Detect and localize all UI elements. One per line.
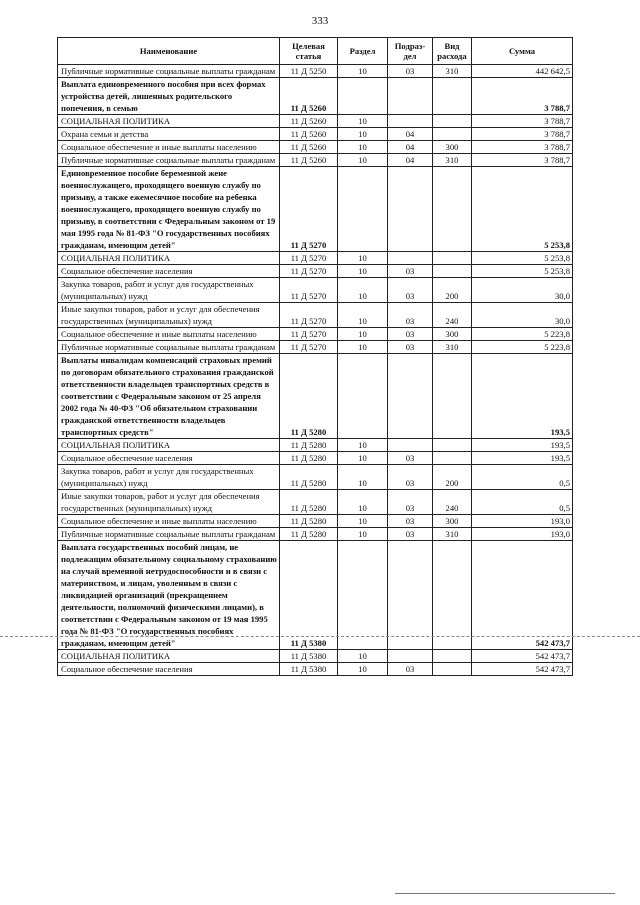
row-amount: 3 788,7 [472, 154, 573, 167]
row-expense-type [433, 78, 472, 115]
row-name: Публичные нормативные социальные выплаты гражданам [58, 65, 280, 78]
table-row [58, 515, 573, 528]
row-expense-type [433, 650, 472, 663]
row-section: 10 [338, 663, 388, 676]
row-subsection [388, 115, 433, 128]
row-expense-type [433, 128, 472, 141]
row-amount: 3 788,7 [472, 141, 573, 154]
row-subsection: 03 [388, 663, 433, 676]
table-row [58, 663, 573, 676]
row-name: СОЦИАЛЬНАЯ ПОЛИТИКА [58, 650, 280, 663]
row-name: Социальное обеспечение и иные выплаты населению [58, 328, 280, 341]
row-expense-type [433, 167, 472, 252]
row-subsection [388, 252, 433, 265]
row-amount: 193,0 [472, 515, 573, 528]
row-name: Выплата государственных пособий лицам, не подлежащим обязательному социальному страхованию на случай временной нетрудоспособности и в связи с материнством, и лицам, уволенным в связи с ликвидацией организаций (прекращением деятельности, полномочий физическими лицами), в соответствии с Федеральным законом от 19 мая 1995 года № 81-ФЗ "О государственных пособиях гражданам, имеющим детей" [58, 541, 280, 650]
row-subsection [388, 650, 433, 663]
row-name: Социальное обеспечение населения [58, 663, 280, 676]
row-subsection: 03 [388, 65, 433, 78]
table-row [58, 341, 573, 354]
row-article: 11 Д 5280 [280, 490, 338, 515]
row-section: 10 [338, 252, 388, 265]
row-name: СОЦИАЛЬНАЯ ПОЛИТИКА [58, 115, 280, 128]
row-amount: 0,5 [472, 465, 573, 490]
row-article: 11 Д 5280 [280, 354, 338, 439]
row-name: Охрана семьи и детства [58, 128, 280, 141]
row-subsection: 04 [388, 128, 433, 141]
row-expense-type: 300 [433, 141, 472, 154]
row-article: 11 Д 5280 [280, 528, 338, 541]
table-row [58, 650, 573, 663]
row-amount: 542 473,7 [472, 663, 573, 676]
row-expense-type [433, 252, 472, 265]
header-amount: Сумма [472, 38, 573, 65]
row-article: 11 Д 5270 [280, 167, 338, 252]
row-amount: 193,0 [472, 528, 573, 541]
row-name: Закупка товаров, работ и услуг для государственных (муниципальных) нужд [58, 278, 280, 303]
table-row [58, 252, 573, 265]
row-amount: 542 473,7 [472, 650, 573, 663]
row-amount: 5 253,8 [472, 252, 573, 265]
row-section: 10 [338, 303, 388, 328]
row-subsection: 03 [388, 341, 433, 354]
row-article: 11 Д 5380 [280, 663, 338, 676]
header-article: Целевая статья [280, 38, 338, 65]
row-name: Публичные нормативные социальные выплаты гражданам [58, 154, 280, 167]
row-section: 10 [338, 650, 388, 663]
table-row [58, 328, 573, 341]
row-article: 11 Д 5260 [280, 141, 338, 154]
row-name: Публичные нормативные социальные выплаты гражданам [58, 528, 280, 541]
row-amount: 5 253,8 [472, 167, 573, 252]
row-subsection: 03 [388, 515, 433, 528]
row-expense-type: 200 [433, 278, 472, 303]
table-row [58, 154, 573, 167]
row-subsection: 03 [388, 328, 433, 341]
table-row [58, 528, 573, 541]
row-name: СОЦИАЛЬНАЯ ПОЛИТИКА [58, 439, 280, 452]
header-expense-type: Вид расхода [433, 38, 472, 65]
row-section [338, 541, 388, 650]
table-row [58, 439, 573, 452]
row-subsection: 03 [388, 465, 433, 490]
row-section: 10 [338, 439, 388, 452]
row-subsection: 03 [388, 490, 433, 515]
row-section: 10 [338, 515, 388, 528]
table-row [58, 265, 573, 278]
row-article: 11 Д 5260 [280, 78, 338, 115]
row-article: 11 Д 5270 [280, 328, 338, 341]
table-row [58, 303, 573, 328]
table-row [58, 65, 573, 78]
row-expense-type: 200 [433, 465, 472, 490]
row-name: Закупка товаров, работ и услуг для государственных (муниципальных) нужд [58, 465, 280, 490]
row-section: 10 [338, 328, 388, 341]
page-number: 333 [311, 15, 329, 27]
row-article: 11 Д 5270 [280, 278, 338, 303]
row-name: СОЦИАЛЬНАЯ ПОЛИТИКА [58, 252, 280, 265]
row-subsection: 03 [388, 303, 433, 328]
row-article: 11 Д 5270 [280, 252, 338, 265]
row-article: 11 Д 5260 [280, 115, 338, 128]
table-row [58, 354, 573, 439]
table-row [58, 128, 573, 141]
row-article: 11 Д 5270 [280, 303, 338, 328]
row-amount: 3 788,7 [472, 115, 573, 128]
row-section: 10 [338, 465, 388, 490]
row-section: 10 [338, 452, 388, 465]
row-expense-type [433, 541, 472, 650]
row-expense-type: 310 [433, 341, 472, 354]
row-amount: 442 642,5 [472, 65, 573, 78]
row-section: 10 [338, 490, 388, 515]
row-section [338, 78, 388, 115]
row-expense-type [433, 265, 472, 278]
row-subsection [388, 439, 433, 452]
row-subsection [388, 78, 433, 115]
row-name: Единовременное пособие беременной жене военнослужащего, проходящего военную службу по призыву, а также ежемесячное пособие на ребенка военнослужащего, проходящего военную службу по призыву, в соответствии с Федеральным законом от 19 мая 1995 года № 81-ФЗ "О государственных пособиях гражданам, имеющим детей" [58, 167, 280, 252]
row-subsection: 04 [388, 154, 433, 167]
row-article: 11 Д 5280 [280, 515, 338, 528]
row-name: Иные закупки товаров, работ и услуг для обеспечения государственных (муниципальных) нужд [58, 490, 280, 515]
row-amount: 193,5 [472, 452, 573, 465]
row-expense-type: 300 [433, 328, 472, 341]
row-name: Выплаты инвалидам компенсаций страховых премий по договорам обязательного страхования гражданской ответственности владельцев транспортных средств в соответствии с Федеральным законом от 25 апреля 2002 года № 40-ФЗ "Об обязательном страховании гражданской ответственности владельцев транспортных средств" [58, 354, 280, 439]
scan-artifact-line [395, 893, 615, 894]
row-article: 11 Д 5380 [280, 541, 338, 650]
table-header-row [58, 38, 573, 65]
row-expense-type: 240 [433, 303, 472, 328]
table-body [58, 65, 573, 676]
row-article: 11 Д 5270 [280, 341, 338, 354]
row-section [338, 167, 388, 252]
row-subsection: 03 [388, 278, 433, 303]
row-article: 11 Д 5270 [280, 265, 338, 278]
table-row [58, 465, 573, 490]
table-row [58, 541, 573, 650]
row-expense-type [433, 663, 472, 676]
row-name: Социальное обеспечение и иные выплаты населению [58, 515, 280, 528]
row-section: 10 [338, 528, 388, 541]
table-row [58, 490, 573, 515]
row-name: Социальное обеспечение населения [58, 452, 280, 465]
row-subsection: 03 [388, 265, 433, 278]
row-section: 10 [338, 341, 388, 354]
row-amount: 30,0 [472, 303, 573, 328]
header-name: Наименование [58, 38, 280, 65]
row-section: 10 [338, 154, 388, 167]
row-subsection: 03 [388, 528, 433, 541]
row-article: 11 Д 5280 [280, 465, 338, 490]
row-subsection [388, 541, 433, 650]
row-article: 11 Д 5260 [280, 154, 338, 167]
row-subsection [388, 354, 433, 439]
row-name: Социальное обеспечение и иные выплаты населению [58, 141, 280, 154]
row-name: Иные закупки товаров, работ и услуг для обеспечения государственных (муниципальных) нужд [58, 303, 280, 328]
row-amount: 3 788,7 [472, 128, 573, 141]
table-row [58, 141, 573, 154]
row-subsection [388, 167, 433, 252]
row-amount: 30,0 [472, 278, 573, 303]
row-expense-type [433, 115, 472, 128]
row-section: 10 [338, 128, 388, 141]
row-expense-type [433, 354, 472, 439]
row-article: 11 Д 5250 [280, 65, 338, 78]
row-article: 11 Д 5280 [280, 452, 338, 465]
row-expense-type: 310 [433, 65, 472, 78]
header-section: Раздел [338, 38, 388, 65]
row-article: 11 Д 5260 [280, 128, 338, 141]
row-amount: 542 473,7 [472, 541, 573, 650]
row-subsection: 04 [388, 141, 433, 154]
budget-table [57, 37, 573, 676]
row-name: Социальное обеспечение населения [58, 265, 280, 278]
row-expense-type: 310 [433, 154, 472, 167]
row-expense-type: 240 [433, 490, 472, 515]
row-amount: 5 223,8 [472, 328, 573, 341]
row-amount: 5 223,8 [472, 341, 573, 354]
row-expense-type [433, 439, 472, 452]
row-section: 10 [338, 115, 388, 128]
row-expense-type [433, 452, 472, 465]
row-section: 10 [338, 141, 388, 154]
row-expense-type: 300 [433, 515, 472, 528]
table-row [58, 115, 573, 128]
row-amount: 193,5 [472, 354, 573, 439]
row-section [338, 354, 388, 439]
row-name: Публичные нормативные социальные выплаты гражданам [58, 341, 280, 354]
table-row [58, 78, 573, 115]
row-article: 11 Д 5280 [280, 439, 338, 452]
table-row [58, 278, 573, 303]
row-amount: 5 253,8 [472, 265, 573, 278]
table-row [58, 452, 573, 465]
row-section: 10 [338, 265, 388, 278]
table-row [58, 167, 573, 252]
row-subsection: 03 [388, 452, 433, 465]
row-name: Выплата единовременного пособия при всех формах устройства детей, лишенных родительского попечения, в семью [58, 78, 280, 115]
header-subsection: Подраз-дел [388, 38, 433, 65]
row-section: 10 [338, 65, 388, 78]
row-article: 11 Д 5380 [280, 650, 338, 663]
scan-artifact-line [0, 636, 640, 637]
row-amount: 193,5 [472, 439, 573, 452]
row-expense-type: 310 [433, 528, 472, 541]
row-amount: 0,5 [472, 490, 573, 515]
row-amount: 3 788,7 [472, 78, 573, 115]
row-section: 10 [338, 278, 388, 303]
